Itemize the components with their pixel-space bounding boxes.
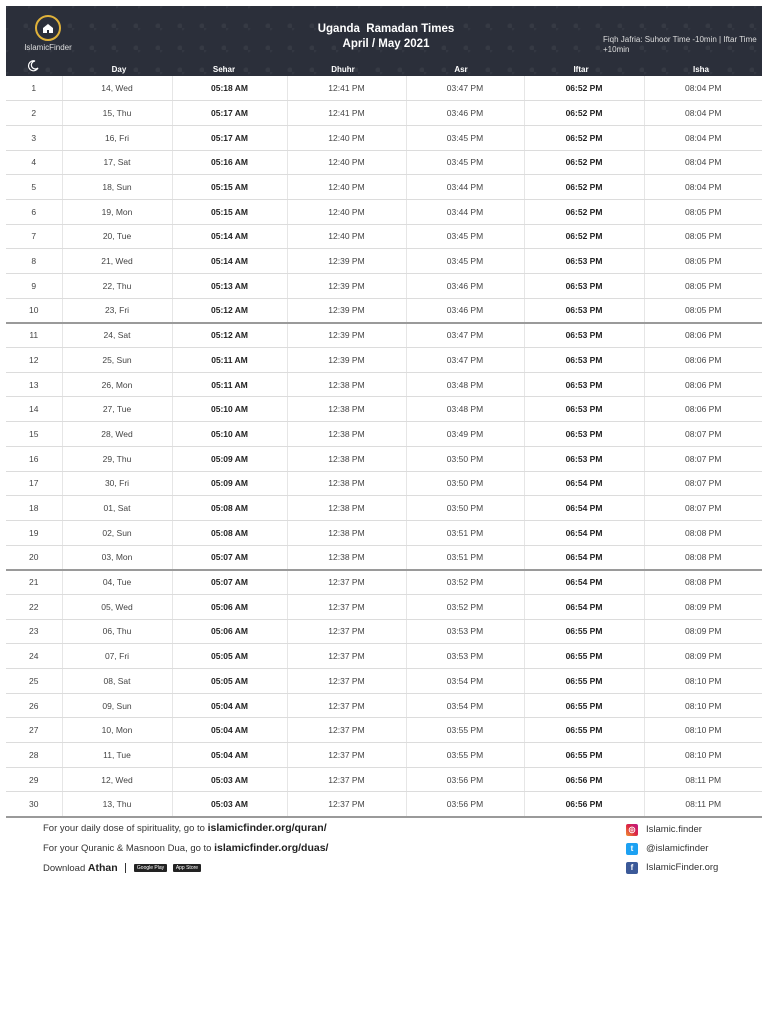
row-number: 26 (6, 693, 62, 718)
dhuhr-cell: 12:41 PM (287, 101, 406, 126)
row-number: 9 (6, 274, 62, 299)
footer-duas-line (43, 842, 328, 862)
table-row (6, 619, 762, 644)
row-number: 16 (6, 446, 62, 471)
dhuhr-cell: 12:37 PM (287, 718, 406, 743)
day-cell: 06, Thu (62, 619, 172, 644)
dhuhr-cell: 12:38 PM (287, 372, 406, 397)
dhuhr-cell: 12:37 PM (287, 743, 406, 768)
dhuhr-cell: 12:38 PM (287, 496, 406, 521)
iftar-cell: 06:55 PM (524, 644, 644, 669)
dhuhr-cell: 12:37 PM (287, 669, 406, 694)
asr-cell: 03:44 PM (406, 199, 524, 224)
sehar-cell: 05:09 AM (172, 446, 287, 471)
footer-duas-text: For your Quranic & Masnoon Dua, go to (43, 843, 212, 854)
row-number: 23 (6, 619, 62, 644)
asr-cell: 03:51 PM (406, 520, 524, 545)
table-row (6, 446, 762, 471)
day-cell: 09, Sun (62, 693, 172, 718)
footer-quran-text: For your daily dose of spirituality, go to (43, 823, 205, 834)
sehar-cell: 05:03 AM (172, 792, 287, 817)
row-number: 12 (6, 348, 62, 373)
facebook-link[interactable] (626, 858, 718, 877)
day-cell: 07, Fri (62, 644, 172, 669)
isha-cell: 08:05 PM (644, 199, 762, 224)
iftar-cell: 06:54 PM (524, 594, 644, 619)
isha-cell: 08:07 PM (644, 422, 762, 447)
table-row (6, 693, 762, 718)
table-row (6, 767, 762, 792)
table-row (6, 175, 762, 200)
day-cell: 02, Sun (62, 520, 172, 545)
dhuhr-cell: 12:40 PM (287, 125, 406, 150)
table-row (6, 545, 762, 570)
facebook-icon: f (626, 862, 638, 874)
iftar-cell: 06:54 PM (524, 471, 644, 496)
dhuhr-cell: 12:40 PM (287, 150, 406, 175)
google-play-badge[interactable]: Google Play (134, 864, 167, 872)
day-cell: 26, Mon (62, 372, 172, 397)
asr-cell: 03:45 PM (406, 125, 524, 150)
iftar-cell: 06:56 PM (524, 792, 644, 817)
iftar-cell: 06:52 PM (524, 224, 644, 249)
isha-cell: 08:10 PM (644, 718, 762, 743)
iftar-cell: 06:54 PM (524, 496, 644, 521)
dhuhr-cell: 12:37 PM (287, 594, 406, 619)
sehar-cell: 05:10 AM (172, 397, 287, 422)
crescent-moon-icon (26, 59, 40, 73)
table-row (6, 372, 762, 397)
day-cell: 12, Wed (62, 767, 172, 792)
day-cell: 08, Sat (62, 669, 172, 694)
ramadan-times-table (6, 76, 762, 818)
dhuhr-cell: 12:38 PM (287, 520, 406, 545)
iftar-cell: 06:55 PM (524, 743, 644, 768)
day-cell: 22, Thu (62, 274, 172, 299)
download-text: Download (43, 863, 86, 874)
table-row (6, 249, 762, 274)
asr-cell: 03:48 PM (406, 397, 524, 422)
twitter-handle: @islamicfinder (646, 843, 709, 854)
dhuhr-cell: 12:37 PM (287, 693, 406, 718)
sehar-cell: 05:15 AM (172, 199, 287, 224)
iftar-cell: 06:52 PM (524, 76, 644, 101)
sehar-cell: 05:17 AM (172, 101, 287, 126)
isha-cell: 08:10 PM (644, 743, 762, 768)
isha-cell: 08:05 PM (644, 249, 762, 274)
iftar-cell: 06:53 PM (524, 446, 644, 471)
page-subtitle: April / May 2021 (342, 38, 430, 50)
dhuhr-cell: 12:37 PM (287, 619, 406, 644)
asr-cell: 03:49 PM (406, 422, 524, 447)
day-cell: 29, Thu (62, 446, 172, 471)
sehar-cell: 05:08 AM (172, 520, 287, 545)
day-cell: 11, Tue (62, 743, 172, 768)
table-row (6, 224, 762, 249)
col-header-iftar: Iftar (573, 65, 589, 74)
row-number: 21 (6, 570, 62, 595)
row-number: 20 (6, 545, 62, 570)
row-number: 2 (6, 101, 62, 126)
table-row (6, 348, 762, 373)
table-row (6, 199, 762, 224)
isha-cell: 08:04 PM (644, 175, 762, 200)
dhuhr-cell: 12:38 PM (287, 397, 406, 422)
row-number: 27 (6, 718, 62, 743)
isha-cell: 08:11 PM (644, 767, 762, 792)
athan-app-name: Athan (87, 862, 118, 874)
asr-cell: 03:47 PM (406, 348, 524, 373)
asr-cell: 03:53 PM (406, 644, 524, 669)
sehar-cell: 05:14 AM (172, 224, 287, 249)
asr-cell: 03:47 PM (406, 323, 524, 348)
iftar-cell: 06:55 PM (524, 619, 644, 644)
row-number: 18 (6, 496, 62, 521)
asr-cell: 03:44 PM (406, 175, 524, 200)
col-header-sehar: Sehar (212, 65, 236, 74)
iftar-cell: 06:52 PM (524, 150, 644, 175)
iftar-cell: 06:53 PM (524, 348, 644, 373)
dhuhr-cell: 12:38 PM (287, 545, 406, 570)
dhuhr-cell: 12:40 PM (287, 224, 406, 249)
iftar-cell: 06:53 PM (524, 249, 644, 274)
day-cell: 18, Sun (62, 175, 172, 200)
table-row (6, 718, 762, 743)
asr-cell: 03:45 PM (406, 150, 524, 175)
day-cell: 21, Wed (62, 249, 172, 274)
table-row (6, 323, 762, 348)
fiqh-note: Fiqh Jafria: Suhoor Time -10min | Iftar Time +10min (603, 35, 757, 54)
sehar-cell: 05:03 AM (172, 767, 287, 792)
dhuhr-cell: 12:40 PM (287, 199, 406, 224)
dhuhr-cell: 12:37 PM (287, 644, 406, 669)
sehar-cell: 05:17 AM (172, 125, 287, 150)
instagram-handle: Islamic.finder (646, 824, 702, 835)
sehar-cell: 05:18 AM (172, 76, 287, 101)
row-number: 6 (6, 199, 62, 224)
sehar-cell: 05:05 AM (172, 669, 287, 694)
day-cell: 19, Mon (62, 199, 172, 224)
isha-cell: 08:09 PM (644, 594, 762, 619)
iftar-cell: 06:53 PM (524, 372, 644, 397)
sehar-cell: 05:10 AM (172, 422, 287, 447)
iftar-cell: 06:52 PM (524, 101, 644, 126)
dhuhr-cell: 12:37 PM (287, 792, 406, 817)
sehar-cell: 05:04 AM (172, 743, 287, 768)
header-banner (6, 6, 762, 76)
table-row (6, 644, 762, 669)
day-cell: 01, Sat (62, 496, 172, 521)
day-cell: 10, Mon (62, 718, 172, 743)
isha-cell: 08:10 PM (644, 693, 762, 718)
dhuhr-cell: 12:39 PM (287, 298, 406, 323)
sehar-cell: 05:07 AM (172, 570, 287, 595)
asr-cell: 03:51 PM (406, 545, 524, 570)
logo-text: IslamicFinder (24, 43, 72, 52)
row-number: 8 (6, 249, 62, 274)
row-number: 5 (6, 175, 62, 200)
row-number: 15 (6, 422, 62, 447)
sehar-cell: 05:05 AM (172, 644, 287, 669)
table-row (6, 422, 762, 447)
asr-cell: 03:52 PM (406, 570, 524, 595)
table-row (6, 274, 762, 299)
asr-cell: 03:48 PM (406, 372, 524, 397)
isha-cell: 08:09 PM (644, 644, 762, 669)
footer-download-line (43, 862, 328, 882)
asr-cell: 03:56 PM (406, 792, 524, 817)
sehar-cell: 05:06 AM (172, 594, 287, 619)
isha-cell: 08:05 PM (644, 298, 762, 323)
isha-cell: 08:06 PM (644, 323, 762, 348)
sehar-cell: 05:11 AM (172, 348, 287, 373)
day-cell: 05, Wed (62, 594, 172, 619)
sehar-cell: 05:12 AM (172, 298, 287, 323)
asr-cell: 03:45 PM (406, 224, 524, 249)
isha-cell: 08:07 PM (644, 446, 762, 471)
iftar-cell: 06:53 PM (524, 422, 644, 447)
day-cell: 16, Fri (62, 125, 172, 150)
iftar-cell: 06:55 PM (524, 693, 644, 718)
table-row (6, 125, 762, 150)
table-row (6, 570, 762, 595)
isha-cell: 08:08 PM (644, 545, 762, 570)
dhuhr-cell: 12:39 PM (287, 274, 406, 299)
day-cell: 24, Sat (62, 323, 172, 348)
asr-cell: 03:47 PM (406, 76, 524, 101)
asr-cell: 03:50 PM (406, 446, 524, 471)
isha-cell: 08:08 PM (644, 570, 762, 595)
table-row (6, 471, 762, 496)
day-cell: 30, Fri (62, 471, 172, 496)
asr-cell: 03:50 PM (406, 496, 524, 521)
title-block (266, 23, 506, 50)
dhuhr-cell: 12:38 PM (287, 446, 406, 471)
iftar-cell: 06:52 PM (524, 199, 644, 224)
sehar-cell: 05:04 AM (172, 718, 287, 743)
app-store-badge[interactable]: App Store (173, 864, 201, 872)
day-cell: 15, Thu (62, 101, 172, 126)
isha-cell: 08:06 PM (644, 372, 762, 397)
sehar-cell: 05:09 AM (172, 471, 287, 496)
table-row (6, 520, 762, 545)
table-row (6, 101, 762, 126)
row-number: 13 (6, 372, 62, 397)
day-cell: 20, Tue (62, 224, 172, 249)
day-cell: 28, Wed (62, 422, 172, 447)
asr-cell: 03:54 PM (406, 669, 524, 694)
dhuhr-cell: 12:37 PM (287, 570, 406, 595)
day-cell: 13, Thu (62, 792, 172, 817)
dhuhr-cell: 12:38 PM (287, 471, 406, 496)
asr-cell: 03:46 PM (406, 298, 524, 323)
dhuhr-cell: 12:41 PM (287, 76, 406, 101)
iftar-cell: 06:54 PM (524, 570, 644, 595)
asr-cell: 03:54 PM (406, 693, 524, 718)
table-row (6, 792, 762, 817)
sehar-cell: 05:11 AM (172, 372, 287, 397)
isha-cell: 08:06 PM (644, 397, 762, 422)
row-number: 28 (6, 743, 62, 768)
twitter-icon: t (626, 843, 638, 855)
logo[interactable] (18, 15, 78, 52)
social-links (626, 820, 718, 877)
asr-cell: 03:50 PM (406, 471, 524, 496)
col-header-day: Day (111, 65, 127, 74)
iftar-cell: 06:52 PM (524, 125, 644, 150)
isha-cell: 08:06 PM (644, 348, 762, 373)
dhuhr-cell: 12:37 PM (287, 767, 406, 792)
mosque-logo-icon (35, 15, 61, 41)
table-row (6, 496, 762, 521)
col-header-isha: Isha (692, 65, 709, 74)
isha-cell: 08:08 PM (644, 520, 762, 545)
dhuhr-cell: 12:39 PM (287, 323, 406, 348)
isha-cell: 08:07 PM (644, 496, 762, 521)
isha-cell: 08:05 PM (644, 274, 762, 299)
row-number: 22 (6, 594, 62, 619)
table-row (6, 669, 762, 694)
isha-cell: 08:10 PM (644, 669, 762, 694)
facebook-handle: IslamicFinder.org (646, 862, 719, 873)
duas-link[interactable]: islamicfinder.org/duas/ (214, 842, 329, 854)
asr-cell: 03:46 PM (406, 274, 524, 299)
col-header-asr: Asr (454, 65, 468, 74)
table-row (6, 397, 762, 422)
iftar-cell: 06:53 PM (524, 397, 644, 422)
sehar-cell: 05:07 AM (172, 545, 287, 570)
isha-cell: 08:05 PM (644, 224, 762, 249)
iftar-cell: 06:54 PM (524, 545, 644, 570)
footer-quran-line (43, 822, 328, 842)
isha-cell: 08:04 PM (644, 101, 762, 126)
table-row (6, 298, 762, 323)
asr-cell: 03:56 PM (406, 767, 524, 792)
sehar-cell: 05:08 AM (172, 496, 287, 521)
divider (125, 863, 126, 873)
asr-cell: 03:45 PM (406, 249, 524, 274)
row-number: 3 (6, 125, 62, 150)
isha-cell: 08:09 PM (644, 619, 762, 644)
page-title: Uganda Ramadan Times (317, 23, 455, 35)
row-number: 25 (6, 669, 62, 694)
row-number: 10 (6, 298, 62, 323)
row-number: 4 (6, 150, 62, 175)
sehar-cell: 05:13 AM (172, 274, 287, 299)
row-number: 17 (6, 471, 62, 496)
asr-cell: 03:55 PM (406, 718, 524, 743)
instagram-icon: ◎ (626, 824, 638, 836)
iftar-cell: 06:53 PM (524, 323, 644, 348)
row-number: 30 (6, 792, 62, 817)
isha-cell: 08:04 PM (644, 150, 762, 175)
row-number: 29 (6, 767, 62, 792)
isha-cell: 08:04 PM (644, 125, 762, 150)
sehar-cell: 05:14 AM (172, 249, 287, 274)
iftar-cell: 06:55 PM (524, 718, 644, 743)
iftar-cell: 06:52 PM (524, 175, 644, 200)
day-cell: 17, Sat (62, 150, 172, 175)
dhuhr-cell: 12:38 PM (287, 422, 406, 447)
dhuhr-cell: 12:39 PM (287, 249, 406, 274)
isha-cell: 08:04 PM (644, 76, 762, 101)
footer-links (43, 822, 328, 882)
iftar-cell: 06:54 PM (524, 520, 644, 545)
day-cell: 14, Wed (62, 76, 172, 101)
sehar-cell: 05:12 AM (172, 323, 287, 348)
iftar-cell: 06:56 PM (524, 767, 644, 792)
iftar-cell: 06:53 PM (524, 274, 644, 299)
col-header-dhuhr: Dhuhr (331, 65, 355, 74)
quran-link[interactable]: islamicfinder.org/quran/ (207, 822, 327, 834)
row-number: 24 (6, 644, 62, 669)
asr-cell: 03:55 PM (406, 743, 524, 768)
day-cell: 04, Tue (62, 570, 172, 595)
table-row (6, 594, 762, 619)
dhuhr-cell: 12:40 PM (287, 175, 406, 200)
row-number: 19 (6, 520, 62, 545)
twitter-link[interactable] (626, 839, 718, 858)
table-row (6, 150, 762, 175)
sehar-cell: 05:04 AM (172, 693, 287, 718)
sehar-cell: 05:06 AM (172, 619, 287, 644)
asr-cell: 03:52 PM (406, 594, 524, 619)
day-cell: 25, Sun (62, 348, 172, 373)
row-number: 11 (6, 323, 62, 348)
sehar-cell: 05:16 AM (172, 150, 287, 175)
asr-cell: 03:46 PM (406, 101, 524, 126)
instagram-link[interactable] (626, 820, 718, 839)
table-row (6, 743, 762, 768)
iftar-cell: 06:55 PM (524, 669, 644, 694)
row-number: 7 (6, 224, 62, 249)
isha-cell: 08:11 PM (644, 792, 762, 817)
isha-cell: 08:07 PM (644, 471, 762, 496)
dhuhr-cell: 12:39 PM (287, 348, 406, 373)
row-number: 1 (6, 76, 62, 101)
asr-cell: 03:53 PM (406, 619, 524, 644)
iftar-cell: 06:53 PM (524, 298, 644, 323)
day-cell: 03, Mon (62, 545, 172, 570)
sehar-cell: 05:15 AM (172, 175, 287, 200)
row-number: 14 (6, 397, 62, 422)
day-cell: 27, Tue (62, 397, 172, 422)
day-cell: 23, Fri (62, 298, 172, 323)
table-row (6, 76, 762, 101)
